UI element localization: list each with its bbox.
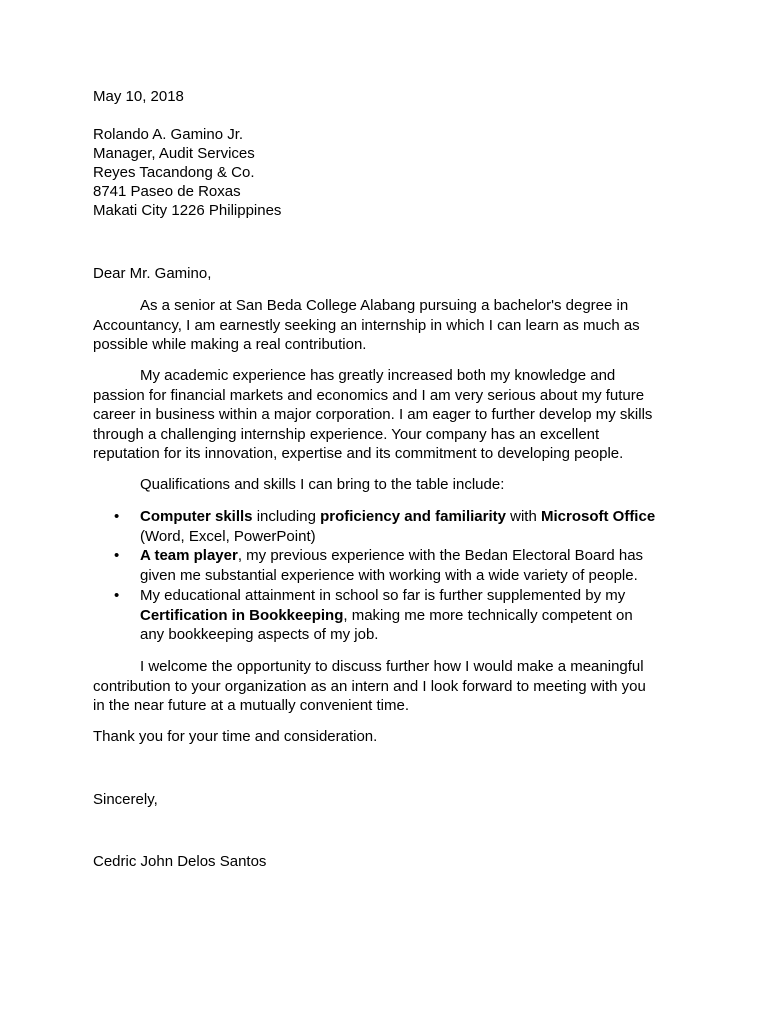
letter-date: May 10, 2018 [93,88,184,105]
bullet2-line2: given me substantial experience with working with a wide variety of people. [140,566,638,584]
bullet2-line1 [140,546,643,566]
bullet1-text: including [252,508,321,525]
paragraph2-line: passion for financial markets and economics and I am very serious about my future [93,386,645,404]
bullet1-bold-computer-skills: Computer skills [140,508,253,525]
bullet3-bold-certification: Certification in Bookkeeping [140,606,344,624]
bullet2-bold-team-player: A team player [140,547,238,564]
paragraph2-line: through a challenging internship experience. Your company has an excellent [93,425,600,443]
recipient-street: 8741 Paseo de Roxas [93,183,241,200]
paragraph1-line: Accountancy, I am earnestly seeking an internship in which I can learn as much as [93,316,640,334]
paragraph1-line: As a senior at San Beda College Alabang pursuing a bachelor's degree in [140,297,629,314]
bullet-symbol: • [114,587,120,604]
bullet3-text: , making me more technically competent on [343,606,633,624]
bullet-symbol: • [114,547,120,564]
signature-name: Cedric John Delos Santos [93,853,267,870]
bullet3-line3: any bookkeeping aspects of my job. [140,626,379,643]
bullet-symbol: • [114,508,120,525]
bullet1-bold-microsoft-office: Microsoft Office [540,508,656,525]
bullet3-line2 [140,606,633,626]
paragraph2-line: career in business within a major corporation. I am eager to further develop my skills [93,406,653,423]
paragraph3-line: contribution to your organization as an intern and I look forward to meeting with you [93,677,646,695]
paragraph2-line: My academic experience has greatly increased both my knowledge and [140,367,616,384]
paragraph1-line: possible while making a real contribution. [93,336,367,353]
paragraph3-line: in the near future at a mutually convenient time. [93,697,410,714]
bullet1-line2: (Word, Excel, PowerPoint) [140,527,316,545]
bullet3-line1: My educational attainment in school so far is further supplemented by my [140,587,626,604]
recipient-name: Rolando A. Gamino Jr. [93,126,244,143]
recipient-company: Reyes Tacandong & Co. [93,164,255,181]
paragraph3-line: I welcome the opportunity to discuss further how I would make a meaningful [140,658,644,675]
bullet1-bold-proficiency: proficiency and familiarity [320,508,506,525]
qualifications-intro: Qualifications and skills I can bring to the table include: [140,476,505,493]
recipient-title: Manager, Audit Services [93,145,255,162]
paragraph2-line: reputation for its innovation, expertise and its commitment to developing people. [93,445,624,462]
bullet1-line1 [140,507,655,527]
thanks-line: Thank you for your time and consideration. [93,728,378,745]
salutation: Dear Mr. Gamino, [93,265,212,282]
closing: Sincerely, [93,791,158,808]
bullet1-text: with [505,508,541,525]
bullet2-text: , my previous experience with the Bedan Electoral Board has [237,547,644,564]
recipient-city: Makati City 1226 Philippines [93,202,282,219]
